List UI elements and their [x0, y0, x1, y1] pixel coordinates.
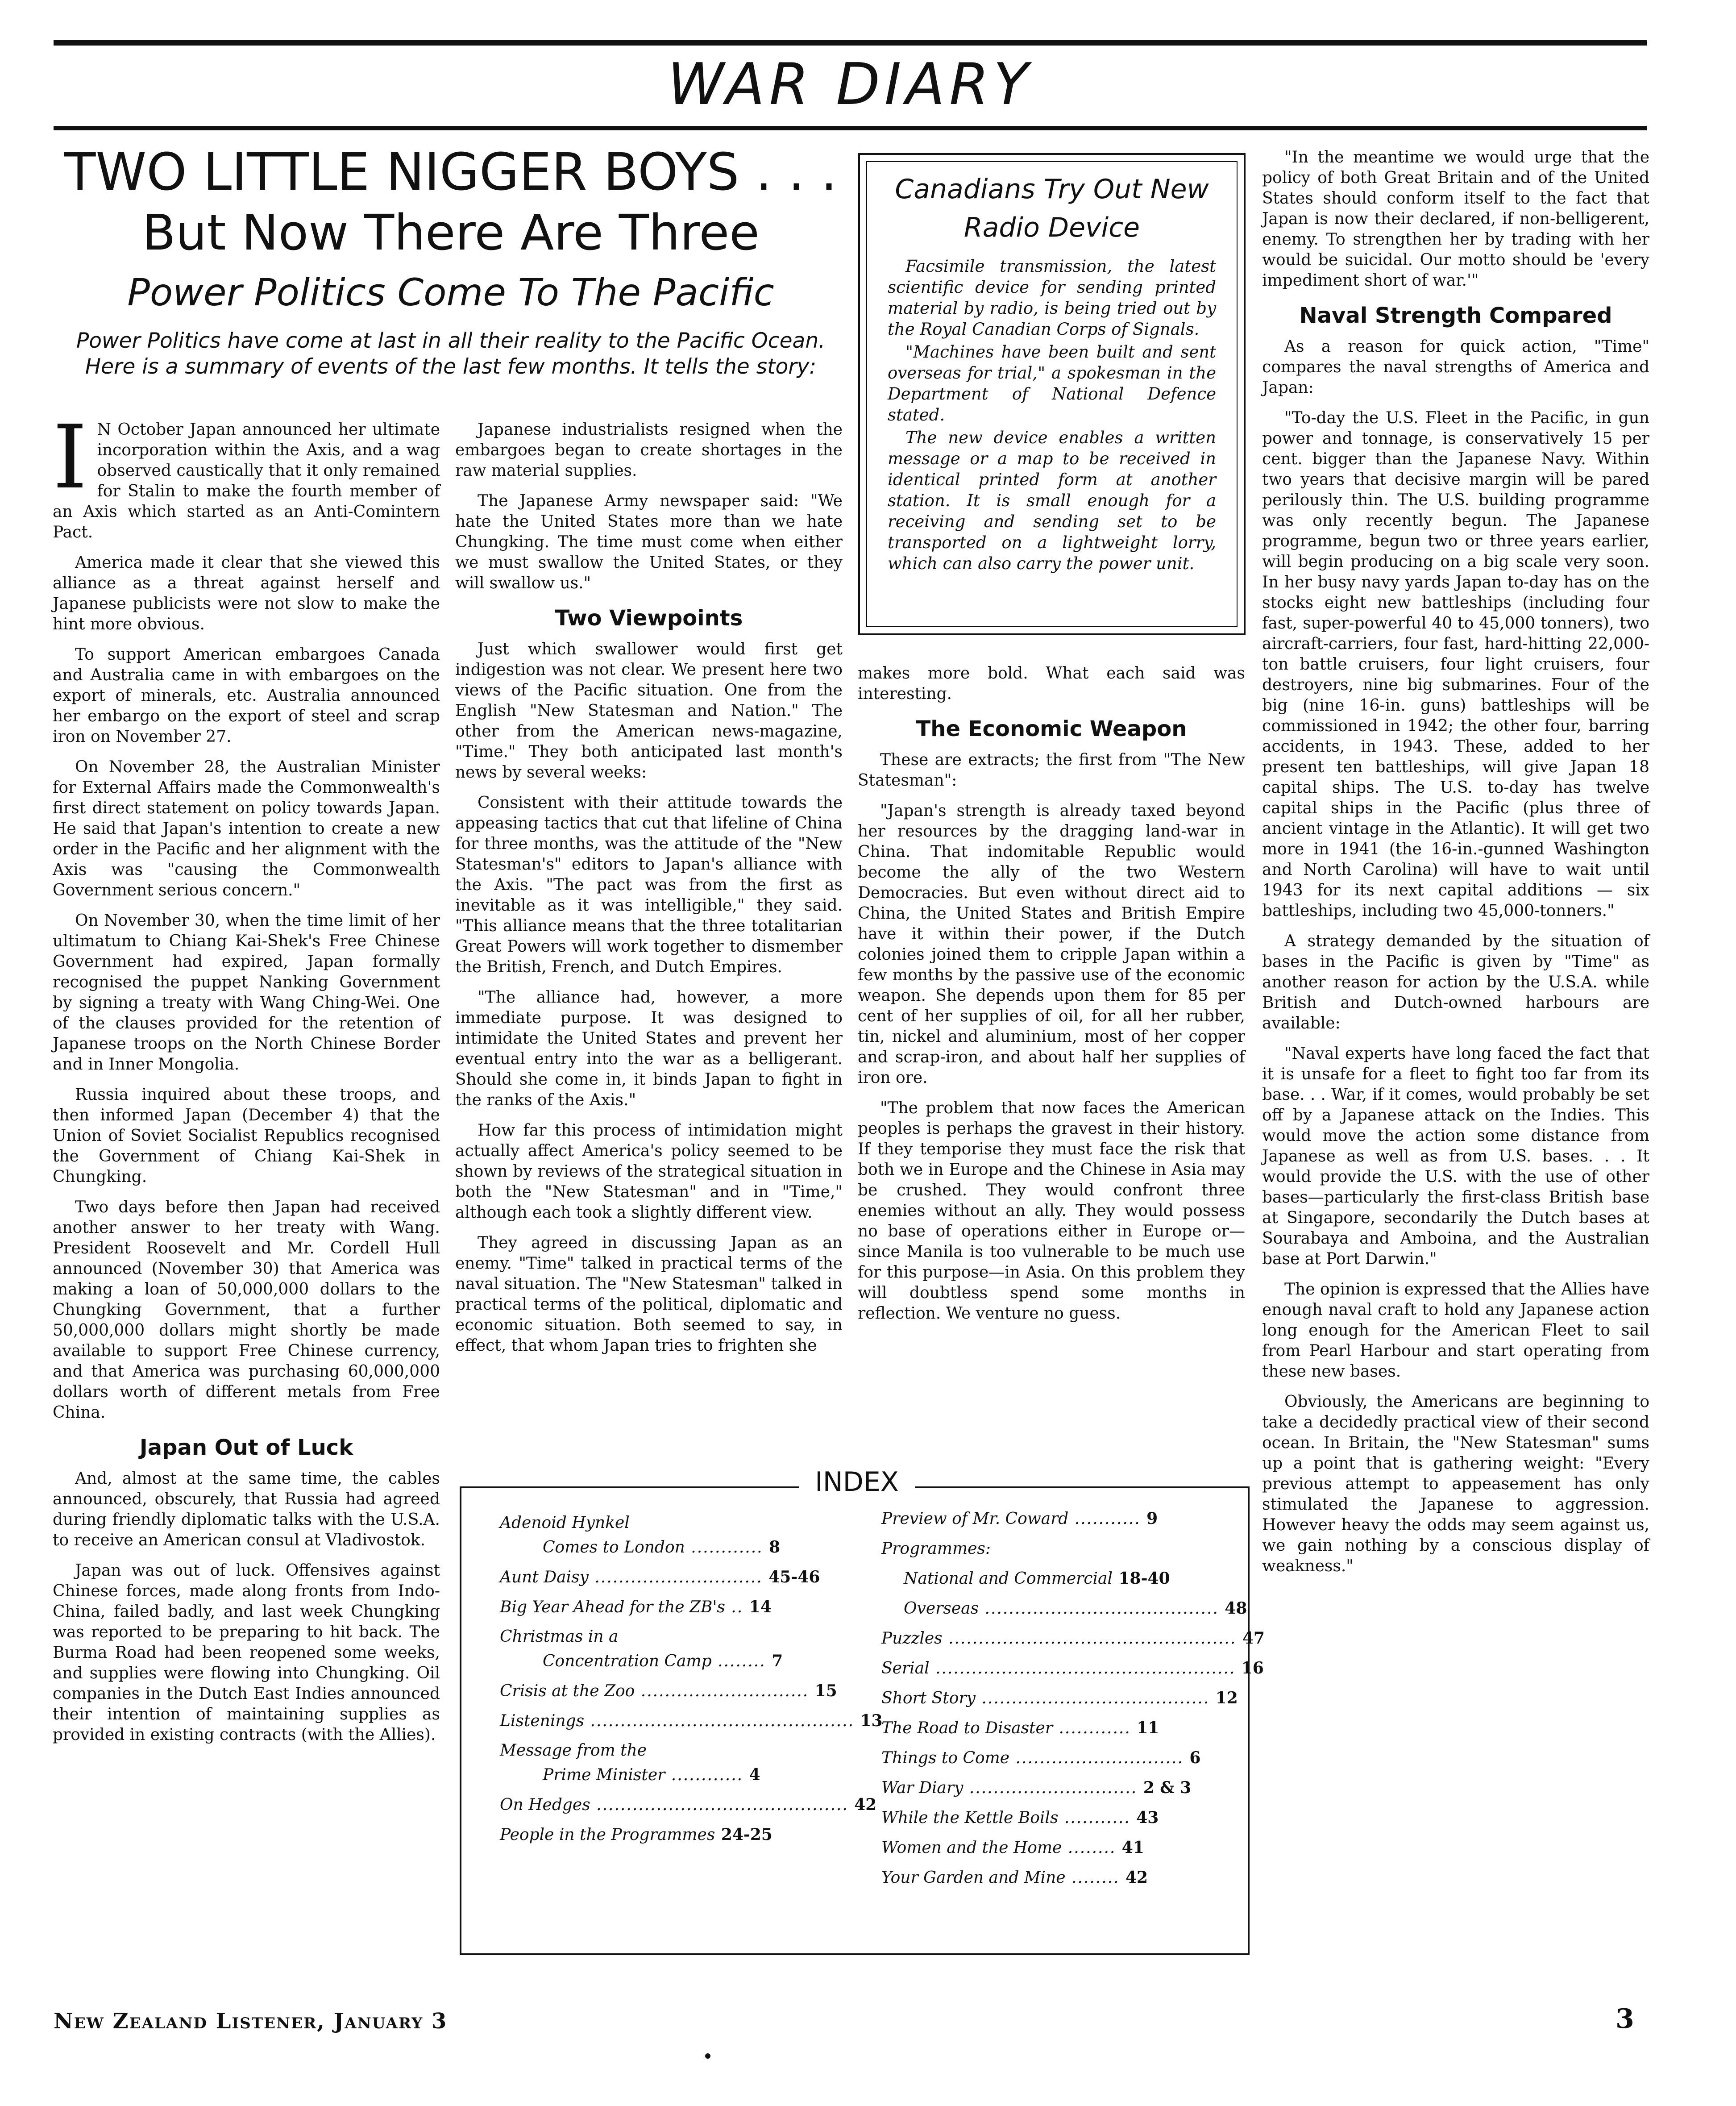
index-page-number: 42 — [1125, 1868, 1148, 1887]
index-entry: The Road to Disaster ............ 11 — [881, 1719, 1159, 1737]
headline-sub: But Now There Are Three — [142, 204, 760, 261]
paragraph: To support American embargoes Canada and Australia came in with embargoes on the export of minerals, etc. Australia announced her embargo on the export of steel and scrap iron on November 27. — [53, 645, 440, 746]
paragraph: How far this process of intimidation might actually affect America's policy seemed to be shown by reviews of the strategical situation in both the "New Statesman" and in "Time," although each took a slightly different view. — [455, 1121, 843, 1222]
index-page-number: 24-25 — [721, 1825, 772, 1844]
paragraph: "The problem that now faces the American peoples is perhaps the gravest in their history. If they temporise they must face the risk that both we in Europe and the Chinese in Asia may be crushed. They would confront three enemies without an ally. They would possess no base of operations either in Europe or—since Manila is too vulnerable to be much use for this purpose—in Asia. On this problem they will doubtless spend some months in reflection. We venture no guess. — [858, 1099, 1245, 1323]
drop-cap: I — [53, 407, 87, 508]
article-column-2 — [455, 420, 843, 1366]
paragraph: Japanese industrialists resigned when the embargoes began to create shortages in the raw material supplies. — [455, 420, 843, 480]
index-entry-label: People in the Programmes — [500, 1826, 715, 1844]
index-entry: Serial .................................................. 16 — [881, 1659, 1264, 1677]
index-entry: On Hedges .......................................... 42 — [500, 1795, 877, 1814]
index-page-number: 45-46 — [768, 1568, 820, 1586]
boxout-paragraph: The new device enables a written message or a map to be received in identical printed form at another station. It is small enough for a receiving and sending set to be transported on a lightweight lorry, which can also carry the power unit. — [888, 428, 1216, 573]
paragraph: "In the meantime we would urge that the policy of both Great Britain and of the United States should conform itself to the fact that Japan is now their declared, if non-belligerent, enemy. To strengthen her by trading with her would be suicidal. Our motto should be 'every impediment short of war.'" — [1262, 148, 1649, 290]
index-entry-label: Short Story — [881, 1689, 976, 1707]
index-page-number: 14 — [749, 1598, 772, 1616]
index-entry: War Diary ............................ 2 & 3 — [881, 1778, 1192, 1797]
index-entry: Things to Come ............................ 6 — [881, 1748, 1201, 1767]
index-entry: Big Year Ahead for the ZB's .. 14 — [500, 1598, 772, 1616]
index-entry — [881, 1536, 1221, 1561]
index-entry — [500, 1823, 839, 1847]
headline-main: TWO LITTLE NIGGER BOYS . . . — [64, 142, 837, 202]
boxout-title: Canadians Try Out New Radio Device — [895, 174, 1209, 243]
index-entry-continued: Prime Minister ............ 4 — [543, 1765, 760, 1784]
paragraph: makes more bold. What each said was interesting. — [858, 664, 1245, 703]
index-entry: Listenings ............................................ 13 — [500, 1711, 883, 1730]
boxout-paragraph: "Machines have been built and sent overseas for trial," a spokesman in the Department of National Defence stated. — [888, 342, 1216, 425]
paragraph: As a reason for quick action, "Time" compares the naval strengths of America and Japan: — [1262, 337, 1649, 397]
paragraph: These are extracts; the first from "The New Statesman": — [858, 751, 1245, 790]
index-entry: Women and the Home ........ 41 — [881, 1838, 1144, 1857]
paragraph: Russia inquired about these troops, and then informed Japan (December 4) that the Union of Soviet Socialist Republics recognised the Government of Chiang Kai-Shek in Chungking. — [53, 1086, 440, 1186]
index-entry — [500, 1625, 839, 1673]
section-banner: WAR DIARY — [667, 51, 1033, 118]
subheading-two-viewpoints: Two Viewpoints — [555, 606, 743, 631]
index-page-number: 15 — [814, 1681, 837, 1700]
index-page-number: 11 — [1137, 1719, 1159, 1737]
paragraph: And, almost at the same time, the cables announced, obscurely, that Russia had agreed during friendly diplomatic talks with the U.S.A. to receive an American consul at Vladivostok. — [53, 1469, 440, 1549]
index-entry-label: National and Commercial — [904, 1569, 1113, 1588]
printer-dot — [705, 2053, 710, 2059]
radio-device-boxout — [858, 153, 1246, 635]
index-page-number: 9 — [1146, 1509, 1158, 1528]
index-entry: Your Garden and Mine ........ 42 — [881, 1868, 1148, 1887]
index-entry-label: Programmes: — [881, 1540, 991, 1558]
index-entry-label: Preview of Mr. Coward — [881, 1510, 1069, 1528]
index-page-number: 47 — [1242, 1629, 1265, 1648]
article-column-4 — [1262, 147, 1649, 1586]
paragraph: Two days before then Japan had received another answer to her treaty with Wang. President Roosevelt and Mr. Cordell Hull announced (November 30) that America was making a loan of 50,000,000 dollars to the Chungking Government, that a further 50,000,000 dollars might shortly be made available to support Free Chinese currency, and that America was purchasing 60,000,000 dollars worth of different metals from Free China. — [53, 1198, 440, 1422]
index-page-number: 2 & 3 — [1143, 1778, 1192, 1797]
index-entry-label: Things to Come — [881, 1749, 1010, 1767]
index-page-number: 13 — [860, 1711, 883, 1730]
index-entry-label: Message from the — [500, 1741, 647, 1760]
paragraph: Japan was out of luck. Offensives against Chinese forces, made along fronts from Indo-China, failed badly, and last week Chungking was reported to be preparing to hit back. The Burma Road had been reopened some weeks, and supplies were flowing into Chungking. Oil companies in the Dutch East Indies announced their intention of maintaining supplies as provided in existing contracts (with the Allies). — [53, 1561, 440, 1744]
boxout-paragraph: Facsimile transmission, the latest scientific device for sending printed material by radio, is being tried out by the Royal Canadian Corps of Signals. — [888, 257, 1216, 339]
subheading-naval-strength: Naval Strength Compared — [1299, 303, 1612, 328]
index-page-number: 6 — [1189, 1748, 1201, 1767]
index-page-number: 4 — [749, 1765, 760, 1784]
index-column-left — [500, 1511, 883, 1852]
index-page-number: 43 — [1136, 1808, 1159, 1827]
index-entry: Preview of Mr. Coward ........... 9 — [881, 1509, 1158, 1528]
paragraph: On November 30, when the time limit of her ultimatum to Chiang Kai-Shek's Free Chinese Government had expired, Japan formally recognised the puppet Nanking Government by signing a treaty with Wang Ching-Wei. One of the clauses provided for the retention of Japanese troops on the North Chinese Border and in Inner Mongolia. — [53, 911, 440, 1074]
index-entry-label: Serial — [881, 1659, 930, 1677]
paragraph: The Japanese Army newspaper said: "We hate the United States more than we hate Chungking. The time must come when either we must swallow the United States, or they will swallow us." — [455, 492, 843, 592]
index-entry-label: War Diary — [881, 1779, 964, 1797]
index-entry: While the Kettle Boils ........... 43 — [881, 1808, 1159, 1827]
index-column-right — [881, 1507, 1265, 1895]
article-column-3 — [858, 663, 1245, 1334]
paragraph: "Japan's strength is already taxed beyond her resources by the dragging land-war in China. That indomitable Republic would become the ally of the two Western Democracies. But even without direct aid to China, the United States and British Empire have it within their power, if the Dutch colonies joined them to cripple Japan within a few months by the passive use of the economic weapon. She depends upon them for 85 per cent of her supplies of oil, for all her rubber, tin, nickel and aluminium, most of her copper and scrap-iron, and about half her supplies of iron ore. — [858, 802, 1245, 1087]
index-page-number: 18-40 — [1118, 1569, 1170, 1588]
index-entry: Overseas ....................................... 48 — [904, 1599, 1247, 1618]
index-page-number: 41 — [1121, 1838, 1144, 1857]
paragraph: Consistent with their attitude towards the appeasing tactics that cut that lifeline of China for three months, was the attitude of the "New Statesman's" editors to Japan's alliance with the Axis. "The pact was from the first as inevitable as it was intelligible," they said. "This alliance means that the three totalitarian Great Powers will work together to dismember the British, French, and Dutch Empires. — [455, 794, 843, 976]
index-entry-label: Aunt Daisy — [500, 1568, 589, 1586]
paragraph: The opinion is expressed that the Allies have enough naval craft to hold any Japanese action long enough for the American Fleet to sail from Pearl Harbour and start operating from these new bases. — [1262, 1280, 1649, 1381]
paragraph: On November 28, the Australian Minister for External Affairs made the Commonwealth's first direct statement on policy towards Japan. He said that Japan's intention to create a new order in the Pacific and her alignment with the Axis was "causing the Commonwealth Government serious concern." — [53, 758, 440, 899]
index-entry-label: Women and the Home — [881, 1839, 1062, 1857]
index-page-number: 12 — [1215, 1689, 1238, 1707]
index-page-number: 48 — [1225, 1599, 1247, 1618]
index-entry-label: On Hedges — [500, 1796, 590, 1814]
index-entry — [500, 1739, 839, 1787]
paragraph: A strategy demanded by the situation of bases in the Pacific is given by "Time" as another reason for action by the U.S.A. while British and Dutch-owned harbours are available: — [1262, 932, 1649, 1032]
index-entry-label: Overseas — [904, 1599, 979, 1618]
paragraph: "Naval experts have long faced the fact that it is unsafe for a fleet to fight too far from its base. . . War, if it comes, would probably be set off by a Japanese attack on the Indies. This would move the action some distance from Japanese as well as from U.S. bases. . . It would provide the U.S. with the use of other bases—particularly the first-class British base at Singapore, secondarily the Dutch bases at Sourabaya and Amboina, and the Australian base at Port Darwin." — [1262, 1045, 1649, 1268]
paragraph: America made it clear that she viewed this alliance as a threat against herself and Japanese publicists were not slow to make the hint more obvious. — [53, 554, 440, 633]
index-entry-label: Crisis at the Zoo — [500, 1682, 635, 1700]
paragraph: Just which swallower would first get indigestion was not clear. We present here two views of the Pacific situation. One from the English "New Statesman and Nation." The other from the American news-magazine, "Time." They both anticipated last month's news by several weeks: — [455, 640, 843, 782]
index-entry-continued: Comes to London ............ 8 — [543, 1538, 781, 1557]
index-entry-label: Big Year Ahead for the ZB's — [500, 1598, 725, 1616]
index-title: INDEX — [799, 1462, 915, 1502]
index-page-number: 8 — [769, 1538, 781, 1557]
banner-bottom-rule — [54, 126, 1647, 130]
top-rule — [54, 40, 1647, 46]
index-entry: Short Story ...................................... 12 — [881, 1689, 1238, 1707]
index-entry-label: Your Garden and Mine — [881, 1869, 1066, 1887]
paragraph: "To-day the U.S. Fleet in the Pacific, in gun power and tonnage, is conservatively 15 per cent. bigger than the Japanese Navy. Within two years that decisive margin will be pared perilously thin. The U.S. building programme was only recently begun. The Japanese programme, begun two or three years earlier, will begin producing on a big scale very soon. In her busy navy yards Japan to-day has on the stocks eight new battleships (including four fast, super-powerful 40 to 45,000 tonners), two aircraft-carriers, four fast, hard-hitting 22,000-ton battle cruisers, four light cruisers, four destroyers, nine big submarines. Four of the big (nine 16-in. guns) battleships will be commissioned in 1942; the other four, barring accidents, in 1943. These, added to her present ten battleships, will give Japan 18 capital ships. The U.S. to-day has twelve capital ships in the Pacific (plus three of ancient vintage in the Atlantic). It will get two more in 1941 (the 16-in.-gunned Washington and North Carolina) will have to wait until 1943 for its next capital additions — six battleships, including two 45,000-tonners." — [1262, 409, 1649, 920]
index-entry-label: The Road to Disaster — [881, 1719, 1053, 1737]
index-entry — [500, 1511, 839, 1560]
page-number: 3 — [1616, 2003, 1634, 2035]
paragraph: Obviously, the Americans are beginning to take a decidedly practical view of their second ocean. In Britain, the "New Statesman" sums up a point that is gathering weight: "Every previous attempt to appeasement has only stimulated the Japanese to aggression. However heavy the odds may seem against us, we gain nothing by a conscious display of weakness." — [1262, 1393, 1649, 1575]
index-entry: Puzzles ................................................ 47 — [881, 1629, 1265, 1648]
article-column-1 — [53, 407, 440, 1755]
index-entry: Crisis at the Zoo ............................ 15 — [500, 1681, 837, 1700]
index-entry-continued: Concentration Camp ........ 7 — [543, 1652, 783, 1670]
index-page-number: 7 — [772, 1652, 783, 1670]
index-entry-label: Adenoid Hynkel — [500, 1514, 630, 1532]
footer-publication: New Zealand Listener, January 3 — [54, 2009, 448, 2034]
index-entry-label: While the Kettle Boils — [881, 1809, 1059, 1827]
paragraph: I N October Japan announced her ultimate incorporation within the Axis, and a wag observed caustically that it only remained for Stalin to make the fourth member of an Axis which started as an Anti-Comintern Pact. — [53, 407, 440, 541]
index-entry-label: Puzzles — [881, 1629, 943, 1648]
index-entry-label: Listenings — [500, 1712, 585, 1730]
paragraph: "The alliance had, however, a more immediate purpose. It was designed to intimidate the United States and prevent her eventual entry into the war as a belligerant. Should she come in, it binds Japan to fight in the ranks of the Axis." — [455, 988, 843, 1109]
headline-third: Power Politics Come To The Pacific — [127, 271, 774, 314]
index-entry: Aunt Daisy ............................ 45-46 — [500, 1568, 820, 1586]
index-entry-label: Christmas in a — [500, 1627, 619, 1646]
subheading-japan-out-of-luck: Japan Out of Luck — [139, 1435, 353, 1460]
index-page-number: 42 — [854, 1795, 877, 1814]
subheading-economic-weapon: The Economic Weapon — [916, 716, 1187, 741]
index-page-number: 16 — [1241, 1659, 1264, 1677]
index-entry — [881, 1566, 1221, 1591]
standfirst: Power Politics have come at last in all their reality to the Pacific Ocean. Here is a summary of events of the last few months. It tells the story: — [76, 329, 826, 379]
paragraph: They agreed in discussing Japan as an enemy. "Time" talked in practical terms of the naval situation. The "New Statesman" talked in practical terms of the political, diplomatic and economic situation. Both seemed to say, in effect, that whom Japan tries to frighten she — [455, 1234, 843, 1355]
